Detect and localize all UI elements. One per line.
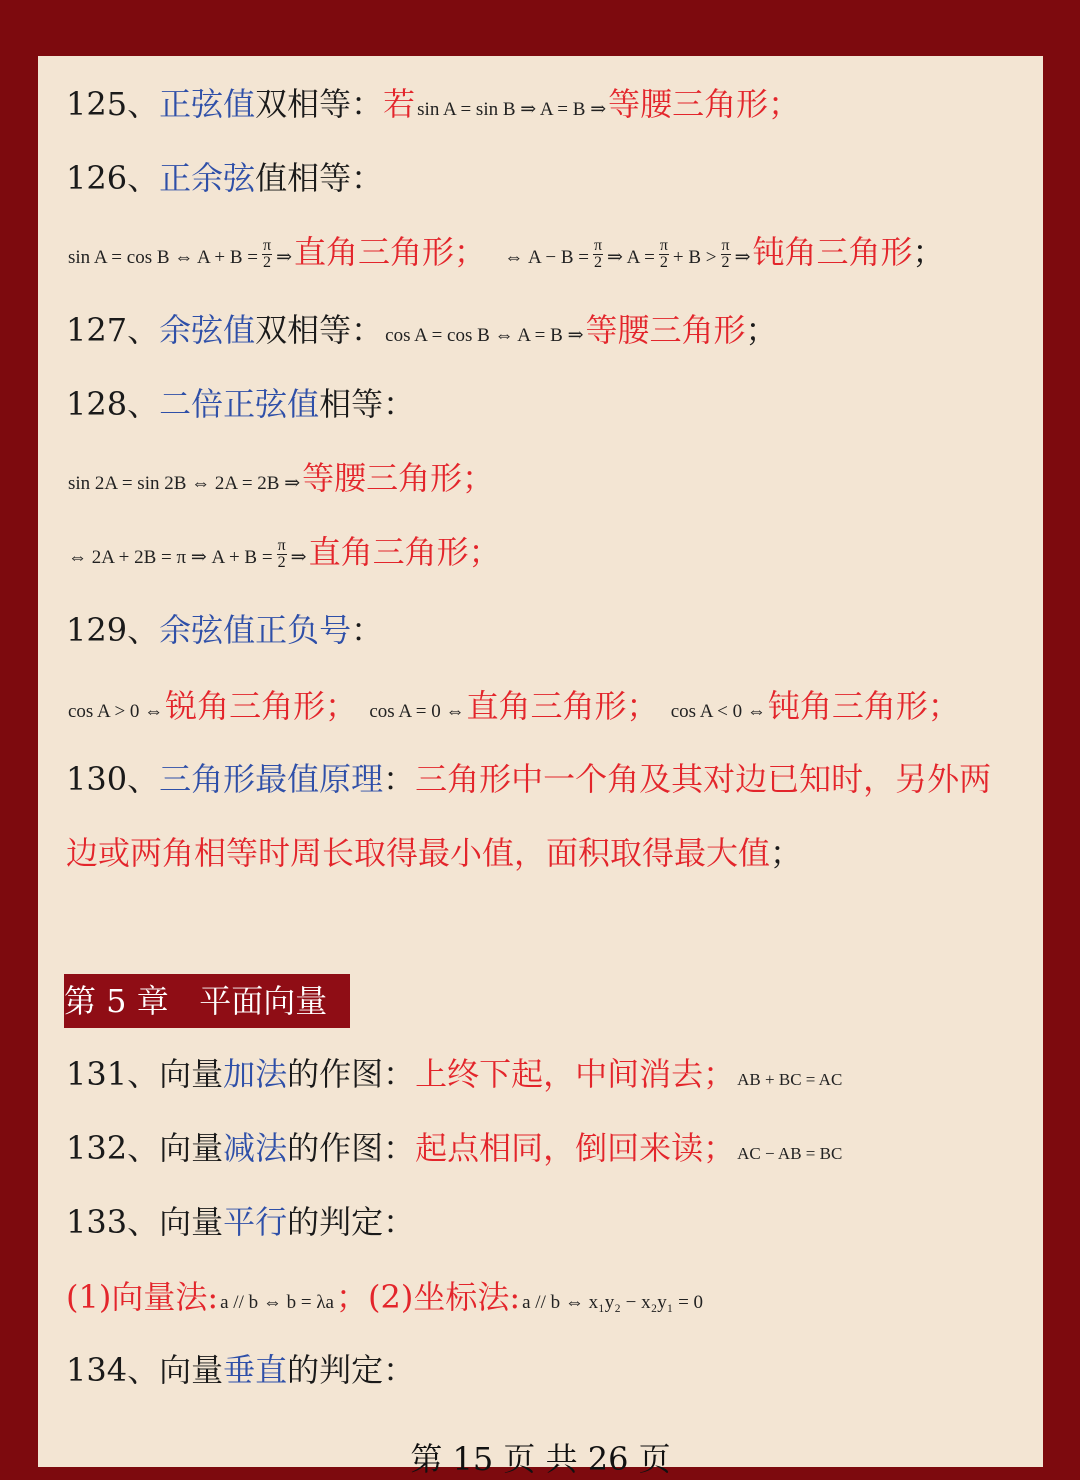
chapter-heading: 第 5 章 平面向量 — [64, 974, 350, 1028]
item-131: 131、向量加法的作图：上终下起，中间消去； AB + BC = AC — [66, 1055, 843, 1093]
page-number: 第 15 页 共 26 页 — [410, 1440, 671, 1478]
item-127: 127、余弦值双相等： cos A = cos B ⇔ A = B ⇒等腰三角形； — [66, 311, 778, 349]
item-126-heading: 126、正余弦值相等： — [66, 159, 384, 197]
fraction: $\frac{\pi}{2}$ — [659, 237, 668, 271]
formula: ⇔ 2A + 2B = π ⇒ A + B = — [68, 547, 273, 568]
formula: sin A = sin B ⇒ A = B ⇒ — [417, 99, 607, 120]
fraction: $\frac{\pi}{2}$ — [263, 237, 272, 271]
item-128-heading: 128、二倍正弦值相等： — [66, 385, 416, 423]
item-129-formula: cos A > 0 ⇔锐角三角形； cos A = 0 ⇔直角三角形； cos A < 0 ⇔钝角三角形； — [68, 687, 960, 725]
item-132: 132、向量减法的作图：起点相同，倒回来读； AC − AB = BC — [66, 1129, 843, 1167]
document-page — [38, 56, 1043, 1478]
formula: sin A = cos B ⇔ A + B = — [68, 247, 258, 268]
fraction: $\frac{\pi}{2}$ — [593, 237, 603, 271]
formula: cos A = 0 ⇔ — [369, 701, 465, 722]
item-128-formula-1: sin 2A = sin 2B ⇔ 2A = 2B ⇒等腰三角形； — [68, 459, 495, 497]
formula: a // b ⇔ b = λa — [220, 1292, 334, 1313]
item-133-heading: 133、向量平行的判定： — [66, 1203, 416, 1241]
formula: AB + BC = AC — [737, 1070, 843, 1089]
formula: a // b ⇔ x₁y₂ − x₂y₁ = 0 — [522, 1292, 704, 1313]
item-129-heading: 129、余弦值正负号： — [66, 611, 384, 649]
fraction: $\frac{\pi}{2}$ — [721, 237, 730, 271]
formula: sin 2A = sin 2B ⇔ 2A = 2B ⇒ — [68, 473, 301, 494]
formula: cos A = cos B ⇔ A = B ⇒ — [385, 325, 584, 346]
item-134: 134、向量垂直的判定： — [66, 1351, 416, 1389]
item-125: 125、正弦值双相等：若 sin A = sin B ⇒ A = B ⇒等腰三角形； — [66, 85, 801, 123]
item-128-formula-2: ⇔ 2A + 2B = π ⇒ A + B = $\frac{\pi}{2}$ ⇒直角三角形； — [68, 533, 501, 571]
formula: ⇔ A − B = — [504, 247, 589, 268]
item-130-continued: 边或两角相等时周长取得最小值，面积取得最大值； — [66, 834, 803, 872]
item-130: 130、三角形最值原理：三角形中一个角及其对边已知时，另外两 — [66, 760, 992, 798]
formula: cos A > 0 ⇔ — [68, 701, 164, 722]
item-133-methods: (1)向量法: a // b ⇔ b = λa；(2)坐标法: a // b ⇔ x₁y₂ − x₂y₁ = 0 — [66, 1278, 704, 1316]
formula: cos A < 0 ⇔ — [670, 701, 766, 722]
fraction: $\frac{\pi}{2}$ — [277, 537, 286, 571]
formula: AC − AB = BC — [737, 1144, 843, 1163]
item-126-formula: sin A = cos B ⇔ A + B = $\frac{\pi}{2}$ ⇒直角三角形； ⇔ A − B = $\frac{\pi}{2}$ ⇒ A = $\frac{\pi}{2}$ + B > $\frac{\pi}{2}$ ⇒钝角三角形； — [68, 233, 945, 271]
